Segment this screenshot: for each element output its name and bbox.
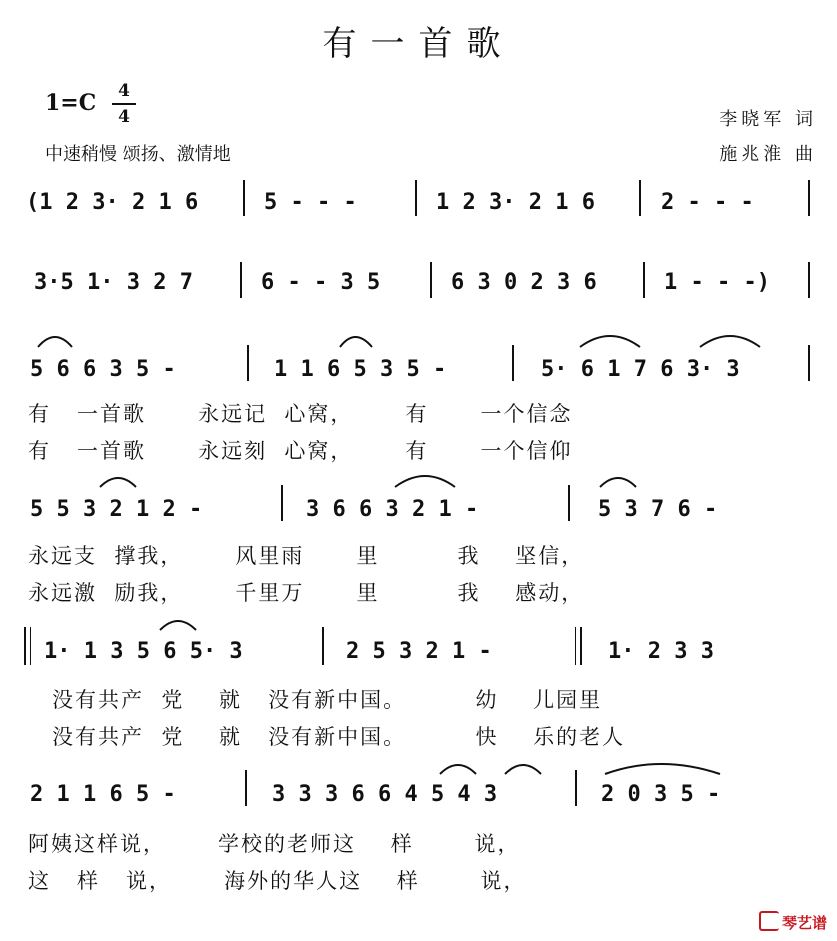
measure: 6 - - 3 5	[261, 270, 381, 295]
barline	[808, 180, 810, 216]
time-signature	[112, 80, 136, 128]
lyric-verse-1: 有 一首歌 永远记 心窝， 有 一个信念	[28, 402, 573, 426]
measure: 2 5 3 2 1 -	[346, 639, 492, 664]
barline	[808, 262, 810, 298]
slur-marks	[0, 325, 837, 355]
measure: 1 - - -)	[664, 270, 770, 295]
measure: 2 0 3 5 -	[601, 782, 721, 807]
measure: 1· 2 3 3	[608, 639, 714, 664]
measure: 3 3 3 6 6 4 5 4 3	[272, 782, 498, 807]
watermark-logo	[759, 911, 827, 933]
slur	[340, 337, 372, 347]
barline	[415, 180, 417, 216]
measure: 1 1 6 5 3 5 -	[274, 357, 447, 382]
tempo-marking: 中速稍慢 颂扬、激情地	[45, 144, 231, 165]
lyricist-credit: 李晓军 词	[719, 109, 817, 130]
slur	[38, 337, 72, 347]
slur	[440, 765, 476, 774]
watermark-icon	[759, 911, 779, 931]
lyric-verse-2: 永远激 励我， 千里万 里 我 感动，	[28, 581, 585, 605]
slur	[505, 765, 541, 774]
lyric-verse-2: 这 样 说， 海外的华人这 样 说，	[28, 869, 527, 893]
song-title: 有一首歌	[322, 24, 515, 64]
measure: 5 - - -	[264, 190, 357, 215]
slur	[100, 478, 136, 487]
score-line-2	[16, 268, 819, 298]
slur-marks	[0, 608, 837, 638]
lyric-verse-1: 阿姨这样说， 学校的老师这 样 说，	[28, 832, 521, 856]
key-signature: 1=C	[45, 90, 97, 116]
measure: 1 2 3· 2 1 6	[436, 190, 595, 215]
measure: 2 1 1 6 5 -	[30, 782, 176, 807]
watermark-text: 琴艺谱	[781, 914, 827, 932]
measure: 5 5 3 2 1 2 -	[30, 497, 203, 522]
barline	[430, 262, 432, 298]
slur	[580, 336, 640, 347]
score-line-6	[16, 780, 819, 810]
measure: 3·5 1· 3 2 7	[34, 270, 193, 295]
slur	[600, 478, 636, 487]
measure: 6 3 0 2 3 6	[451, 270, 597, 295]
measure: 1· 1 3 5 6 5· 3	[44, 639, 243, 664]
barline	[639, 180, 641, 216]
score-line-3	[16, 355, 819, 385]
measure: 5 3 7 6 -	[598, 497, 718, 522]
slur	[700, 336, 760, 347]
measure: (1 2 3· 2 1 6	[26, 190, 199, 215]
slur-marks	[0, 750, 837, 780]
lyric-verse-2: 没有共产 党 就 没有新中国。 快 乐的老人	[52, 725, 626, 749]
lyric-verse-2: 有 一首歌 永远刻 心窝， 有 一个信仰	[28, 439, 573, 463]
measure: 5· 6 1 7 6 3· 3	[541, 357, 740, 382]
measure: 3 6 6 3 2 1 -	[306, 497, 479, 522]
measure: 2 - - -	[661, 190, 754, 215]
slur	[395, 476, 455, 487]
time-signature-top: 4	[118, 81, 130, 101]
time-signature-bar	[112, 103, 136, 105]
score-line-4	[16, 495, 819, 525]
lyric-verse-1: 没有共产 党 就 没有新中国。 幼 儿园里	[52, 688, 603, 712]
barline	[240, 262, 242, 298]
slur	[160, 621, 196, 630]
slur-marks	[0, 465, 837, 495]
score-line-1	[16, 188, 819, 218]
score-line-5	[16, 637, 819, 667]
measure: 5 6 6 3 5 -	[30, 357, 176, 382]
barline	[243, 180, 245, 216]
composer-credit: 施兆淮 曲	[719, 144, 817, 165]
barline	[643, 262, 645, 298]
time-signature-bottom: 4	[118, 107, 130, 127]
slur	[605, 764, 720, 774]
lyric-verse-1: 永远支 撑我， 风里雨 里 我 坚信，	[28, 544, 585, 568]
